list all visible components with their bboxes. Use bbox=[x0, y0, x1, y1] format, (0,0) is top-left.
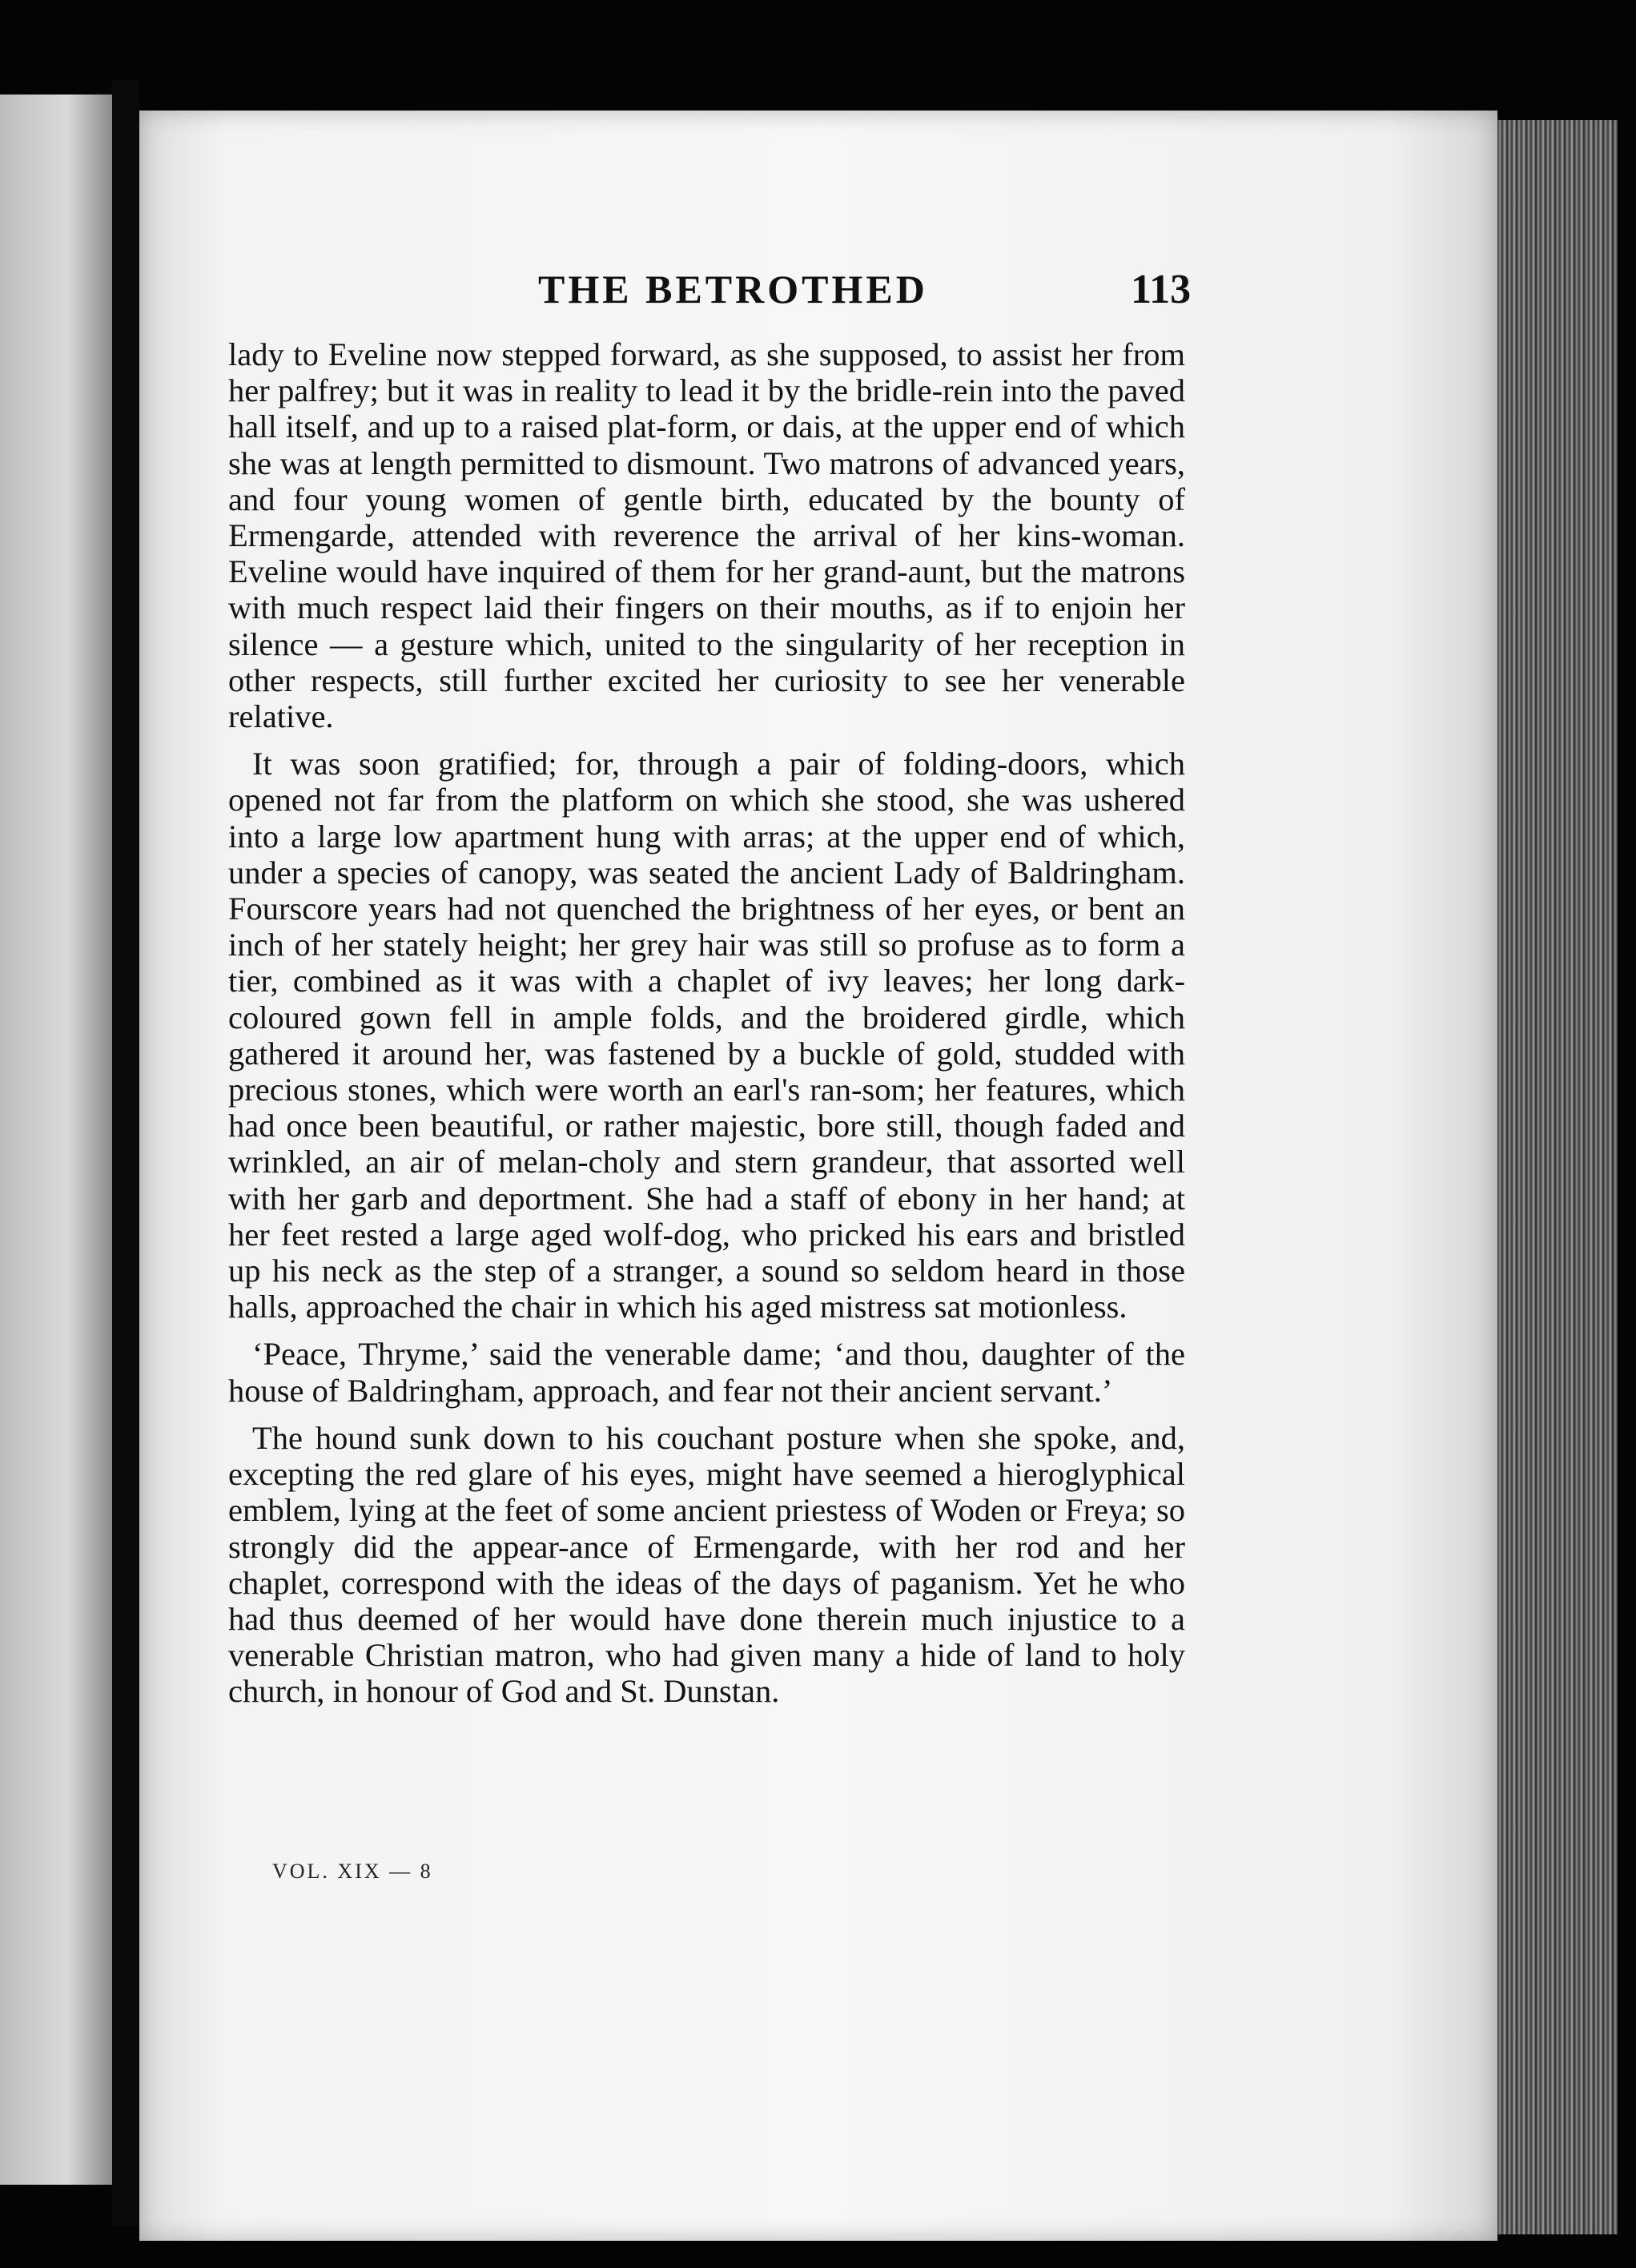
paragraph-1: lady to Eveline now stepped forward, as she supposed, to assist her from her palfrey; but it was in reality to lead it by the bridle-rein into the paved hall itself, and up to a raised plat-form, or dais, at the upper end of which she was at length permitted to dismount. Two matrons of advanced years, and four young women of gentle birth, educated by the bounty of Ermengarde, attended with reverence the arrival of her kins-woman. Eveline would have inquired of them for her grand-aunt, but the matrons with much respect laid their fingers on their mouths, as if to enjoin her silence — a gesture which, united to the singularity of her reception in other respects, still further excited her curiosity to see her venerable relative. bbox=[228, 336, 1185, 735]
book-gutter bbox=[112, 80, 139, 2226]
body-text bbox=[228, 336, 1185, 1710]
page-number: 113 bbox=[1131, 267, 1192, 312]
page-header bbox=[538, 266, 1339, 330]
paragraph-4: The hound sunk down to his couchant posture when she spoke, and, excepting the red glare of his eyes, might have seemed a hieroglyphical emblem, lying at the feet of some ancient priestess of Woden or Freya; so strongly did the appear-ance of Ermengarde, with her rod and her chaplet, correspond with the ideas of the days of paganism. Yet he who had thus deemed of her would have done therein much injustice to a venerable Christian matron, who had given many a hide of land to holy church, in honour of God and St. Dunstan. bbox=[228, 1419, 1185, 1710]
signature-mark: VOL. XIX — 8 bbox=[272, 1860, 433, 1883]
previous-page-edge bbox=[0, 94, 112, 2185]
book-fore-edge bbox=[1497, 120, 1618, 2234]
running-title: THE BETROTHED bbox=[538, 267, 928, 312]
paragraph-3: ‘Peace, Thryme,’ said the venerable dame; ‘and thou, daughter of the house of Baldringham, approach, and fear not their ancient servant.’ bbox=[228, 1336, 1185, 1409]
paragraph-2: It was soon gratified; for, through a pair of folding-doors, which opened not far from the platform on which she stood, she was ushered into a large low apartment hung with arras; at the upper end of which, under a species of canopy, was seated the ancient Lady of Baldringham. Fourscore years had not quenched the brightness of her eyes, or bent an inch of her stately height; her grey hair was still so profuse as to form a tier, combined as it was with a chaplet of ivy leaves; her long dark-coloured gown fell in ample folds, and the broidered girdle, which gathered it around her, was fastened by a buckle of gold, studded with precious stones, which were worth an earl's ran-som; her features, which had once been beautiful, or rather majestic, bore still, though faded and wrinkled, an air of melan-choly and stern grandeur, that assorted well with her garb and deportment. She had a staff of ebony in her hand; at her feet rested a large aged wolf-dog, who pricked his ears and bristled up his neck as the step of a stranger, a sound so seldom heard in those halls, approached the chair in which his aged mistress sat motionless. bbox=[228, 746, 1185, 1325]
